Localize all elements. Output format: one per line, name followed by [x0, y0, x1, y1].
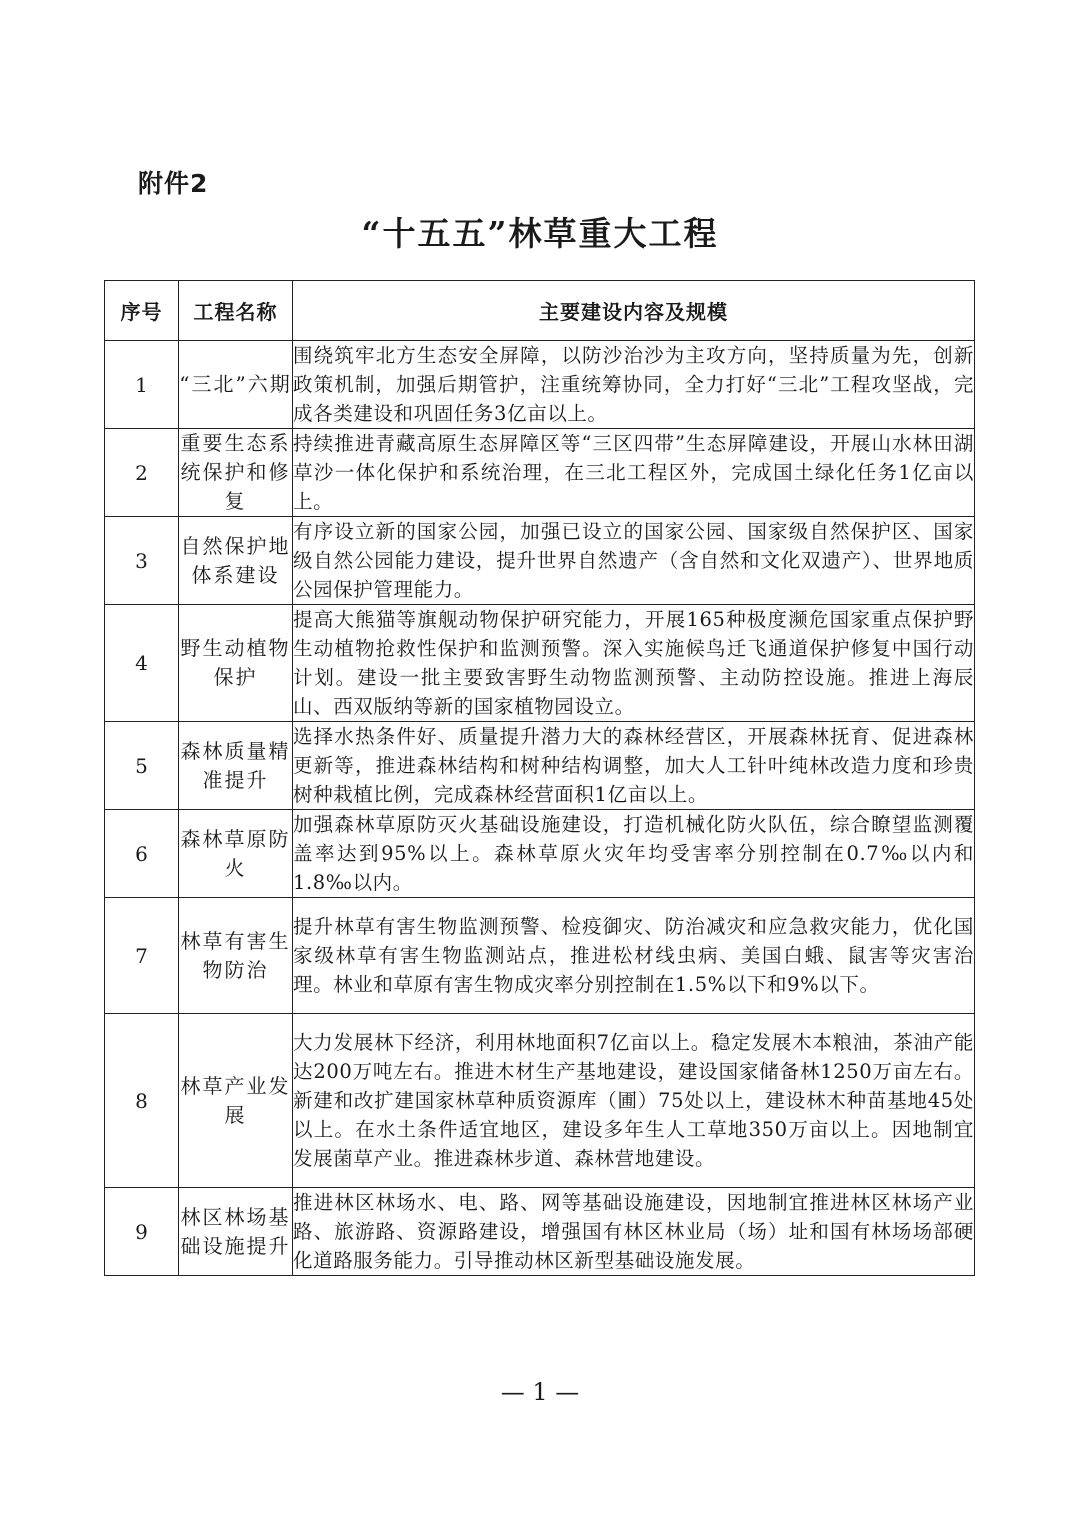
- row-number: 6: [105, 810, 179, 898]
- project-content: 加强森林草原防灭火基础设施建设，打造机械化防火队伍，综合瞭望监测覆盖率达到95%以上。森林草原火灾年均受害率分别控制在0.7‰以内和1.8‰以内。: [293, 810, 975, 898]
- project-content: 提升林草有害生物监测预警、检疫御灾、防治减灾和应急救灾能力，优化国家级林草有害生物监测站点，推进松材线虫病、美国白蛾、鼠害等灾害治理。林业和草原有害生物成灾率分别控制在1.5%以下和9%以下。: [293, 898, 975, 1014]
- project-content: 推进林区林场水、电、路、网等基础设施建设，因地制宜推进林区林场产业路、旅游路、资源路建设，增强国有林区林业局（场）址和国有林场场部硬化道路服务能力。引导推动林区新型基础设施发展。: [293, 1188, 975, 1276]
- projects-table: [104, 280, 975, 1276]
- table-row: [105, 341, 975, 429]
- row-number: 2: [105, 429, 179, 517]
- table-header-row: [105, 281, 975, 341]
- project-name: 野生动植物保护: [179, 605, 293, 722]
- row-number: 8: [105, 1014, 179, 1188]
- row-number: 7: [105, 898, 179, 1014]
- project-content: 选择水热条件好、质量提升潜力大的森林经营区，开展森林抚育、促进森林更新等，推进森林结构和树种结构调整，加大人工针叶纯林改造力度和珍贵树种栽植比例，完成森林经营面积1亿亩以上。: [293, 722, 975, 810]
- header-no: 序号: [105, 281, 179, 341]
- project-content: 大力发展林下经济，利用林地面积7亿亩以上。稳定发展木本粮油，茶油产能达200万吨左右。推进木材生产基地建设，建设国家储备林1250万亩左右。新建和改扩建国家林草种质资源库（圃）75处以上，建设林木种苗基地45处以上。在水土条件适宜地区，建设多年生人工草地350万亩以上。因地制宜发展菌草产业。推进森林步道、森林营地建设。: [293, 1014, 975, 1188]
- attachment-label: 附件2: [138, 169, 209, 198]
- row-number: 1: [105, 341, 179, 429]
- project-content: 有序设立新的国家公园，加强已设立的国家公园、国家级自然保护区、国家级自然公园能力建设，提升世界自然遗产（含自然和文化双遗产）、世界地质公园保护管理能力。: [293, 517, 975, 605]
- table-row: [105, 810, 975, 898]
- document-title: “十五五”林草重大工程: [361, 214, 719, 253]
- project-content: 持续推进青藏高原生态屏障区等“三区四带”生态屏障建设，开展山水林田湖草沙一体化保护和系统治理，在三北工程区外，完成国土绿化任务1亿亩以上。: [293, 429, 975, 517]
- project-name: 林草产业发展: [179, 1014, 293, 1188]
- page-number: — 1 —: [500, 1378, 580, 1406]
- project-name: 森林草原防火: [179, 810, 293, 898]
- project-content: 围绕筑牢北方生态安全屏障，以防沙治沙为主攻方向，坚持质量为先，创新政策机制，加强后期管护，注重统筹协同，全力打好“三北”工程攻坚战，完成各类建设和巩固任务3亿亩以上。: [293, 341, 975, 429]
- row-number: 5: [105, 722, 179, 810]
- header-content: 主要建设内容及规模: [293, 281, 975, 341]
- project-name: 林草有害生物防治: [179, 898, 293, 1014]
- project-name: 自然保护地体系建设: [179, 517, 293, 605]
- project-name: 重要生态系统保护和修复: [179, 429, 293, 517]
- table-row: [105, 1014, 975, 1188]
- row-number: 4: [105, 605, 179, 722]
- project-content: 提高大熊猫等旗舰动物保护研究能力，开展165种极度濒危国家重点保护野生动植物抢救性保护和监测预警。深入实施候鸟迁飞通道保护修复中国行动计划。建设一批主要致害野生动物监测预警、主动防控设施。推进上海辰山、西双版纳等新的国家植物园设立。: [293, 605, 975, 722]
- project-name: 林区林场基础设施提升: [179, 1188, 293, 1276]
- row-number: 3: [105, 517, 179, 605]
- table-row: [105, 517, 975, 605]
- table-row: [105, 898, 975, 1014]
- table-row: [105, 429, 975, 517]
- table-row: [105, 722, 975, 810]
- project-name: “三北”六期: [179, 341, 293, 429]
- row-number: 9: [105, 1188, 179, 1276]
- header-name: 工程名称: [179, 281, 293, 341]
- project-name: 森林质量精准提升: [179, 722, 293, 810]
- table-row: [105, 1188, 975, 1276]
- table-row: [105, 605, 975, 722]
